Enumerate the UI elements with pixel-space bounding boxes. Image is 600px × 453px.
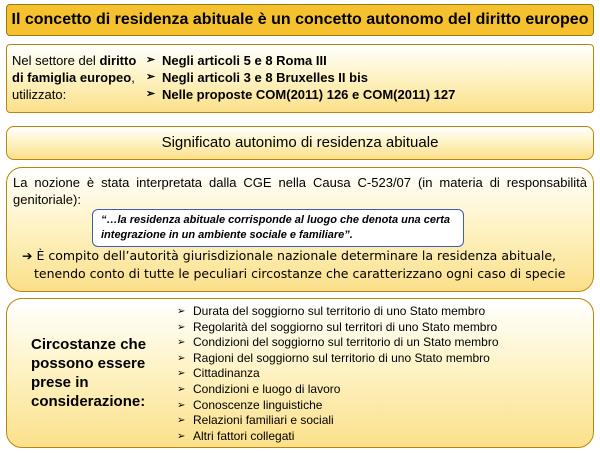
circumstances-box <box>6 298 594 448</box>
circumstance-item: ➢ Altri fattori collegati <box>177 429 499 445</box>
sector-intro-bold: diritto di famiglia europeo <box>12 53 137 85</box>
sector-intro <box>12 52 142 103</box>
circumstance-item: ➢ Conoscenze linguistiche <box>177 398 499 414</box>
arrow-icon: ➔ <box>22 248 33 263</box>
circumstance-item: ➢ Durata del soggiorno sul territorio di uno Stato membro <box>177 304 499 320</box>
sector-intro-tail: , utilizzato: <box>12 70 135 102</box>
circumstance-item: ➢ Condizioni del soggiorno sul territorio di un Stato membro <box>177 335 499 351</box>
circumstance-item: ➢ Relazioni familiari e sociali <box>177 413 499 429</box>
conclusion-text <box>22 247 592 283</box>
slide-title: Il concetto di residenza abituale è un concetto autonomo del diritto europeo <box>6 4 594 36</box>
sector-item: ➢ Negli articoli 3 e 8 Bruxelles II bis <box>146 69 455 86</box>
sector-intro-normal: Nel settore del <box>12 53 96 68</box>
circumstances-label: Circostanze che possono essere prese in considerazione: <box>31 336 147 410</box>
cge-quote: “…la residenza abituale corrisponde al luogo che denota una certa integrazione in un ambiente sociale e familiare”. <box>92 209 464 247</box>
circumstance-item: ➢ Condizioni e luogo di lavoro <box>177 382 499 398</box>
sector-item: ➢ Nelle proposte COM(2011) 126 e COM(2011) 127 <box>146 86 455 103</box>
circumstance-item: ➢ Regolarità del soggiorno sul territori di uno Stato membro <box>177 320 499 336</box>
interpretation-intro: La nozione è stata interpretata dalla CGE nella Causa C-523/07 (in materia di responsabilità genitoriale): <box>13 175 587 207</box>
circumstance-item: ➢ Cittadinanza <box>177 366 499 382</box>
conclusion-line-2: tenendo conto di tutte le peculiari circostanze che caratterizzano ogni caso di specie <box>34 266 566 281</box>
sector-box <box>6 44 594 113</box>
sector-list <box>146 52 455 103</box>
sector-item: ➢ Negli articoli 5 e 8 Roma III <box>146 52 455 69</box>
circumstance-item: ➢ Ragioni del soggiorno sul territorio di uno Stato membro <box>177 351 499 367</box>
conclusion-line-1: È compito dell’autorità giurisdizionale nazionale determinare la residenza abituale, <box>36 248 557 263</box>
circumstances-list <box>177 304 499 444</box>
meaning-heading: Significato autonimo di residenza abituale <box>6 126 594 160</box>
